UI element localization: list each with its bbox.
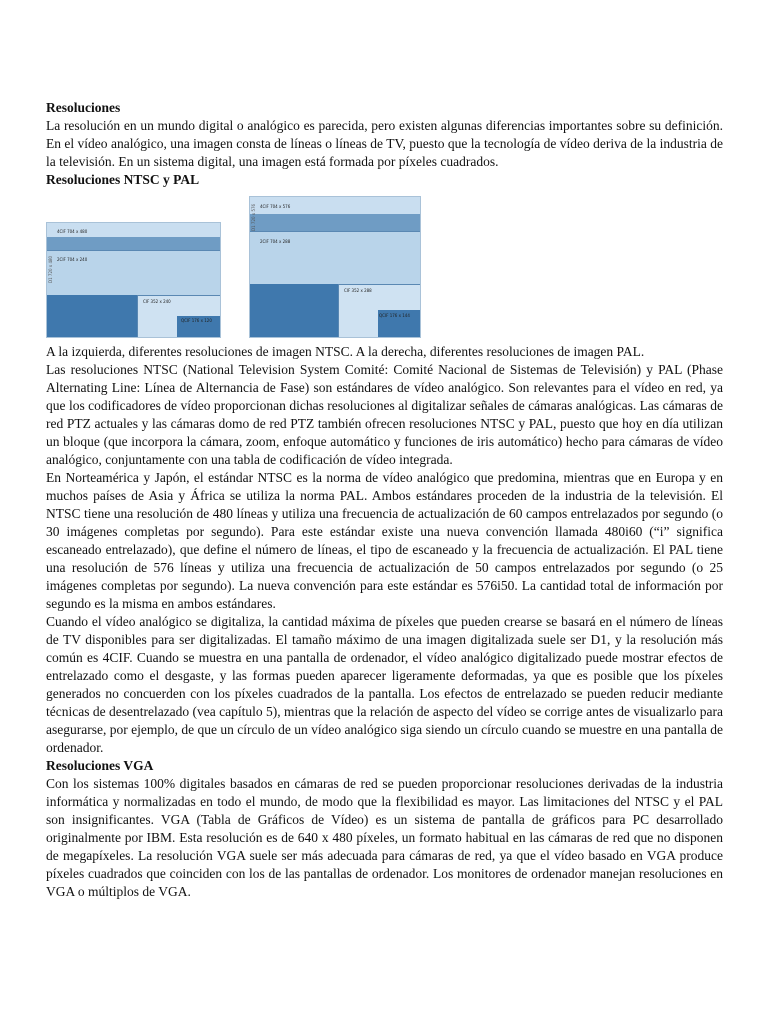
pal-cif-label: CIF 352 x 288 xyxy=(344,288,372,293)
paragraph-digitization: Cuando el vídeo analógico se digitaliza, la cantidad máxima de píxeles que pueden crearse se basará en el número de líneas de TV disponibles para ser digitalizadas. El tamaño máximo de una imagen digitalizada suele ser D1, y la resolución más común es 4CIF. Cuando se muestra en una pantalla de ordenador, el vídeo analógico digitalizado puede mostrar efectos de entrelazado como el desgaste, y las formas pueden aparecer ligeramente deformadas, ya que es posible que los píxeles generados no concuerden con los píxeles cuadrados de la pantalla. Los efectos de entrelazado se pueden reducir mediante técnicas de desentrelazado (vea capítulo 5), mientras que la relación de aspecto del vídeo se corrige antes de visualizarlo para asegurarse, por ejemplo, de que un círculo de un vídeo analógico siga siendo un círculo cuando se muestre en una pantalla de ordenador. xyxy=(46,614,723,755)
pal-d1-label: D1 720 x 576 xyxy=(251,203,256,231)
pal-2cif-label: 2CIF 704 x 288 xyxy=(260,239,291,244)
ntsc-qcif-label: QCIF 176 x 120 xyxy=(181,318,212,323)
ntsc-resolution-figure xyxy=(46,222,221,338)
heading-ntsc-pal: Resoluciones NTSC y PAL xyxy=(46,172,200,187)
paragraph-standards: En Norteamérica y Japón, el estándar NTSC es la norma de vídeo analógico que predomina, mientras que en Europa y en muchos países de Asia y África se utiliza la norma PAL. Ambos estándares proceden de la industria de la televisión. El NTSC tiene una resolución de 480 líneas y utiliza una frecuencia de actualización de 60 campos entrelazados por segundo (o 30 imágenes completas por segundo). Para este estándar existe una nueva convención llamada 480i60 (“i” significa escaneado entrelazado), que define el número de líneas, el tipo de escaneado y la frecuencia de actualización. El PAL tiene una resolución de 576 líneas y utiliza una frecuencia de actualización de 50 campos entrelazados por segundo (o 25 imágenes completas por segundo). La nueva convención para este estándar es 576i50. La cantidad total de información por segundo es la misma en ambos estándares. xyxy=(46,470,723,611)
pal-qcif-label: QCIF 176 x 144 xyxy=(379,313,410,318)
document-page xyxy=(46,99,723,901)
heading-resoluciones: Resoluciones xyxy=(46,100,121,115)
paragraph-ntsc-pal: Las resoluciones NTSC (National Television System Comité: Comité Nacional de Sistemas de Televisión) y PAL (Phase Alternating Line: Línea de Alternancia de Fase) son estándares de vídeo analógico. Son relevantes para el vídeo en red, ya que los codificadores de vídeo proporcionan dichas resoluciones al digitalizar señales de cámaras analógicas. Las cámaras de red PTZ actuales y las cámaras domo de red PTZ también ofrecen resoluciones NTSC y PAL, puesto que hoy en día utilizan un bloque (que incorpora la cámara, zoom, enfoque automático y funciones de iris automático) hecho para cámaras de vídeo analógico, conjuntamente con una tabla de codificación de vídeo integrada. xyxy=(46,362,723,467)
ntsc-d1-label: D1 720 x 480 xyxy=(48,255,53,283)
resolution-figures xyxy=(46,191,723,343)
figure-caption: A la izquierda, diferentes resoluciones de imagen NTSC. A la derecha, diferentes resoluciones de imagen PAL. xyxy=(46,344,645,359)
pal-resolution-figure xyxy=(249,196,421,338)
ntsc-4cif-label: 4CIF 704 x 480 xyxy=(57,229,88,234)
ntsc-cif-label: CIF 352 x 240 xyxy=(143,299,171,304)
pal-4cif-label: 4CIF 704 x 576 xyxy=(260,204,291,209)
paragraph-intro: La resolución en un mundo digital o analógico es parecida, pero existen algunas diferencias importantes sobre su definición. En el vídeo analógico, una imagen consta de líneas o líneas de TV, puesto que la tecnología de vídeo deriva de la industria de la televisión. En un sistema digital, una imagen está formada por píxeles cuadrados. xyxy=(46,118,723,169)
heading-vga: Resoluciones VGA xyxy=(46,758,154,773)
paragraph-vga: Con los sistemas 100% digitales basados en cámaras de red se pueden proporcionar resoluciones derivadas de la industria informática y normalizadas en todo el mundo, de modo que la flexibilidad es mayor. Las limitaciones del NTSC y el PAL son insignificantes. VGA (Tabla de Gráficos de Vídeo) es un sistema de pantalla de gráficos para PC desarrollado originalmente por IBM. Esta resolución es de 640 x 480 píxeles, un formato habitual en las cámaras de red que no disponen de megapíxeles. La resolución VGA suele ser más adecuada para cámaras de red, ya que el vídeo basado en VGA produce píxeles cuadrados que coinciden con los de las pantallas de ordenador. Los monitores de ordenador manejan resoluciones en VGA o múltiplos de VGA. xyxy=(46,776,723,899)
ntsc-2cif-label: 2CIF 704 x 240 xyxy=(57,257,88,262)
